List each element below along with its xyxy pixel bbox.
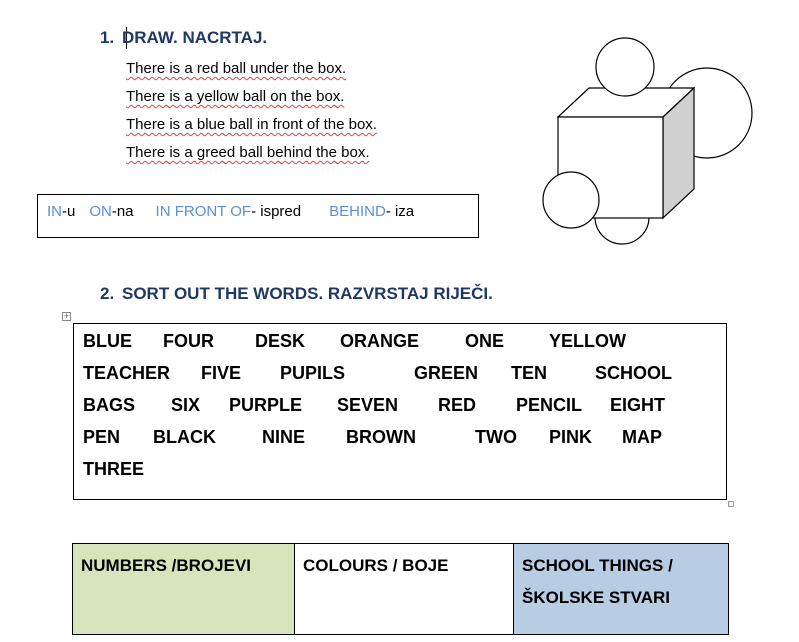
on-circle (596, 38, 654, 96)
legend-en: IN (47, 203, 62, 220)
section1-number: 1. (100, 28, 115, 47)
word: BLACK (153, 427, 216, 447)
word: PURPLE (229, 395, 303, 415)
legend-en: BEHIND (329, 203, 386, 220)
section2-heading (100, 284, 493, 304)
word: BAGS (83, 395, 136, 415)
legend-en: ON (89, 203, 112, 220)
word: ORANGE (340, 331, 420, 351)
word: PEN (83, 427, 121, 447)
table-move-handle-icon[interactable]: + (63, 311, 70, 321)
word: FOUR (163, 331, 214, 351)
word: SIX (171, 395, 201, 415)
word: SCHOOL (595, 363, 673, 383)
numbers-cell[interactable] (73, 544, 295, 635)
word: PINK (549, 427, 593, 447)
word: BLUE (83, 331, 132, 351)
school-things-cell[interactable] (514, 544, 729, 635)
legend-hr: - ispred (251, 203, 302, 220)
legend-hr: -u (62, 203, 76, 220)
section2-title: SORT OUT THE WORDS. RAZVRSTAJ RIJEČI. (122, 284, 493, 303)
word: FIVE (201, 363, 242, 383)
section2-number: 2. (100, 284, 115, 303)
sentence: There is a yellow ball on the box. (126, 88, 345, 105)
word: RED (438, 395, 477, 415)
word: SEVEN (337, 395, 399, 415)
word: TEACHER (83, 363, 171, 383)
word: BROWN (346, 427, 416, 447)
word: DESK (255, 331, 306, 351)
preposition-legend (37, 194, 479, 238)
category-table (72, 543, 729, 635)
word: PUPILS (280, 363, 346, 383)
sentence: There is a blue ball in front of the box. (126, 116, 377, 133)
sentence-list (126, 55, 377, 167)
school-things-header-line2: ŠKOLSKE STVARI (522, 588, 670, 607)
front-circle (543, 172, 599, 228)
sentence: There is a red ball under the box. (126, 60, 347, 77)
section1-heading (100, 28, 267, 48)
school-things-header-line1: SCHOOL THINGS / (522, 556, 673, 575)
word: NINE (262, 427, 306, 447)
numbers-header: NUMBERS /BROJEVI (81, 556, 252, 575)
colours-header: COLOURS / BOJE (303, 556, 449, 575)
legend-en: IN FRONT OF (155, 203, 252, 220)
word: ONE (465, 331, 505, 351)
word: TWO (475, 427, 517, 447)
colours-cell[interactable] (295, 544, 514, 635)
section1-title: DRAW. NACRTAJ. (122, 28, 268, 47)
word: THREE (83, 459, 145, 479)
word-box (73, 323, 727, 500)
legend-hr: -na (111, 203, 134, 220)
cube-with-circles-illustration (540, 30, 760, 250)
word: TEN (511, 363, 547, 383)
sentence: There is a greed ball behind the box. (126, 144, 370, 161)
legend-hr: - iza (385, 203, 415, 220)
word: MAP (622, 427, 662, 447)
word: YELLOW (549, 331, 626, 351)
word: EIGHT (610, 395, 666, 415)
resize-handle[interactable] (728, 501, 734, 507)
word: PENCIL (516, 395, 583, 415)
word: GREEN (414, 363, 479, 383)
